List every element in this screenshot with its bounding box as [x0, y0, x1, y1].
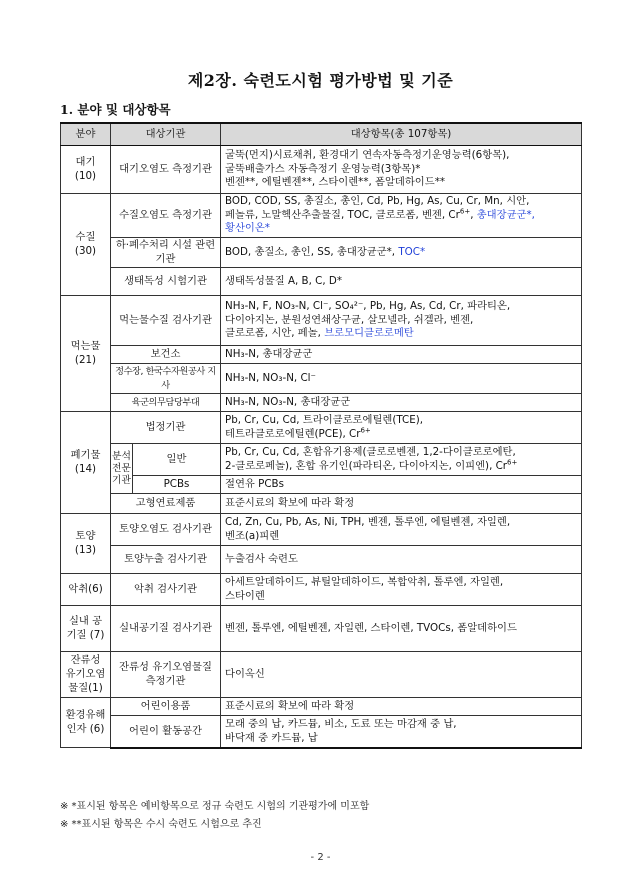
- field-drinking-water: 먹는물 (21): [61, 296, 111, 412]
- org-soil-leak: 토양누출 검사기관: [111, 546, 221, 574]
- org-waste-general: 일반: [133, 444, 221, 476]
- org-air: 대기오염도 측정기관: [111, 146, 221, 194]
- org-indoor-air: 실내공기질 검사기관: [111, 606, 221, 652]
- org-drinking-inspect: 먹는물수질 검사기관: [111, 296, 221, 346]
- items-army-medical: NH₃-N, NO₃-N, 총대장균군: [221, 394, 582, 412]
- field-waste: 폐기물 (14): [61, 412, 111, 514]
- org-analysis-expert: 분석 전문 기관: [111, 444, 133, 494]
- section-heading: 1. 분야 및 대상항목: [60, 102, 171, 117]
- header-items: 대상항목(총 107항목): [221, 123, 582, 146]
- org-water-measure: 수질오염도 측정기관: [111, 194, 221, 238]
- items-solid-fuel: 표준시료의 확보에 따라 확정: [221, 494, 582, 514]
- items-soil-inspect: Cd, Zn, Cu, Pb, As, Ni, TPH, 벤젠, 톨루엔, 에틸벤젠, 자일렌, 벤조(a)피렌: [221, 514, 582, 546]
- org-persistent-organic: 잔류성 유기오염물질 측정기관: [111, 652, 221, 698]
- items-drinking-inspect: NH₃-N, F, NO₃-N, Cl⁻, SO₄²⁻, Pb, Hg, As, Cd, Cr, 파라티온, 다이아지논, 분원성연쇄상구균, 살모넬라, 쉬겔라, 벤젠, 클로로폼, 시안, 페놀, 브로모디클로로메탄: [221, 296, 582, 346]
- org-waste-legal: 법정기관: [111, 412, 221, 444]
- org-children-activity: 어린이 활동공간: [111, 716, 221, 748]
- org-health-center: 보건소: [111, 346, 221, 364]
- field-air: 대기 (10): [61, 146, 111, 194]
- target-items-table: [60, 122, 582, 749]
- field-indoor-air: 실내 공기질 (7): [61, 606, 111, 652]
- org-odor: 악취 검사기관: [111, 574, 221, 606]
- items-air: 굴뚝(먼지)시료채취, 환경대기 연속자동측정기운영능력(6항목), 굴뚝배출가스 자동측정기 운영능력(3항목)* 벤젠**, 에틸벤젠**, 스타이렌**, 폼알데하이드**: [221, 146, 582, 194]
- page-number: - 2 -: [310, 852, 331, 863]
- items-water-measure: BOD, COD, SS, 총질소, 총인, Cd, Pb, Hg, As, Cu, Cr, Mn, 시안, 페놀류, 노말헥산추출물질, TOC, 클로로폼, 벤젠, $Cr^{6+}$, 총대장균군*, 황산이온*: [221, 194, 582, 238]
- items-ecotox: 생태독성물질 A, B, C, D*: [221, 268, 582, 296]
- org-waste-pcbs: PCBs: [133, 476, 221, 494]
- field-env-hazard: 환경유해 인자 (6): [61, 698, 111, 748]
- field-persistent-organic: 잔류성 유기오염 물질(1): [61, 652, 111, 698]
- org-solid-fuel: 고형연료제품: [111, 494, 221, 514]
- org-water-treatment: 하·폐수처리 시설 관련기관: [111, 238, 221, 268]
- note-preliminary: ※ *표시된 항목은 예비항목으로 정규 숙련도 시험의 기관평가에 미포함: [60, 801, 370, 812]
- items-odor: 아세트알데하이드, 뷰틸알데하이드, 복합악취, 톨루엔, 자일렌, 스타이렌: [221, 574, 582, 606]
- org-ecotox: 생태독성 시험기관: [111, 268, 221, 296]
- items-children-activity: 모래 중의 납, 카드뮴, 비소, 도료 또는 마감재 중 납, 바닥재 중 카드뮴, 납: [221, 716, 582, 748]
- chapter-title: 제2장. 숙련도시험 평가방법 및 기준: [187, 71, 454, 90]
- items-persistent-organic: 다이옥신: [221, 652, 582, 698]
- field-soil: 토양 (13): [61, 514, 111, 574]
- field-odor: 악취(6): [61, 574, 111, 606]
- items-waste-pcbs: 절연유 PCBs: [221, 476, 582, 494]
- field-water: 수질 (30): [61, 194, 111, 296]
- items-children-products: 표준시료의 확보에 따라 확정: [221, 698, 582, 716]
- org-children-products: 어린이용품: [111, 698, 221, 716]
- items-indoor-air: 벤젠, 톨루엔, 에틸벤젠, 자일렌, 스타이렌, TVOCs, 폼알데하이드: [221, 606, 582, 652]
- items-water-plant: NH₃-N, NO₃-N, Cl⁻: [221, 364, 582, 394]
- items-water-treatment: BOD, 총질소, 총인, SS, 총대장균군*, TOC*: [221, 238, 582, 268]
- items-waste-legal: Pb, Cr, Cu, Cd, 트라이클로로에틸렌(TCE), 테트라클로로에틸렌(PCE), $Cr^{6+}$: [221, 412, 582, 444]
- org-water-plant: 정수장, 한국수자원공사 지사: [111, 364, 221, 394]
- org-soil-inspect: 토양오염도 검사기관: [111, 514, 221, 546]
- header-field: 분야: [61, 123, 111, 146]
- items-waste-general: Pb, Cr, Cu, Cd, 혼합유기용제(클로로벤젠, 1,2-다이클로로에탄, 2-클로로페놀), 혼합 유기인(파라티온, 다이아지논, 이피엔), $Cr^{6+}$: [221, 444, 582, 476]
- header-org: 대상기관: [111, 123, 221, 146]
- items-soil-leak: 누출검사 숙련도: [221, 546, 582, 574]
- org-army-medical: 육군의무담당부대: [111, 394, 221, 412]
- note-occasional: ※ **표시된 항목은 수시 숙련도 시험으로 추진: [60, 819, 262, 830]
- items-health-center: NH₃-N, 총대장균군: [221, 346, 582, 364]
